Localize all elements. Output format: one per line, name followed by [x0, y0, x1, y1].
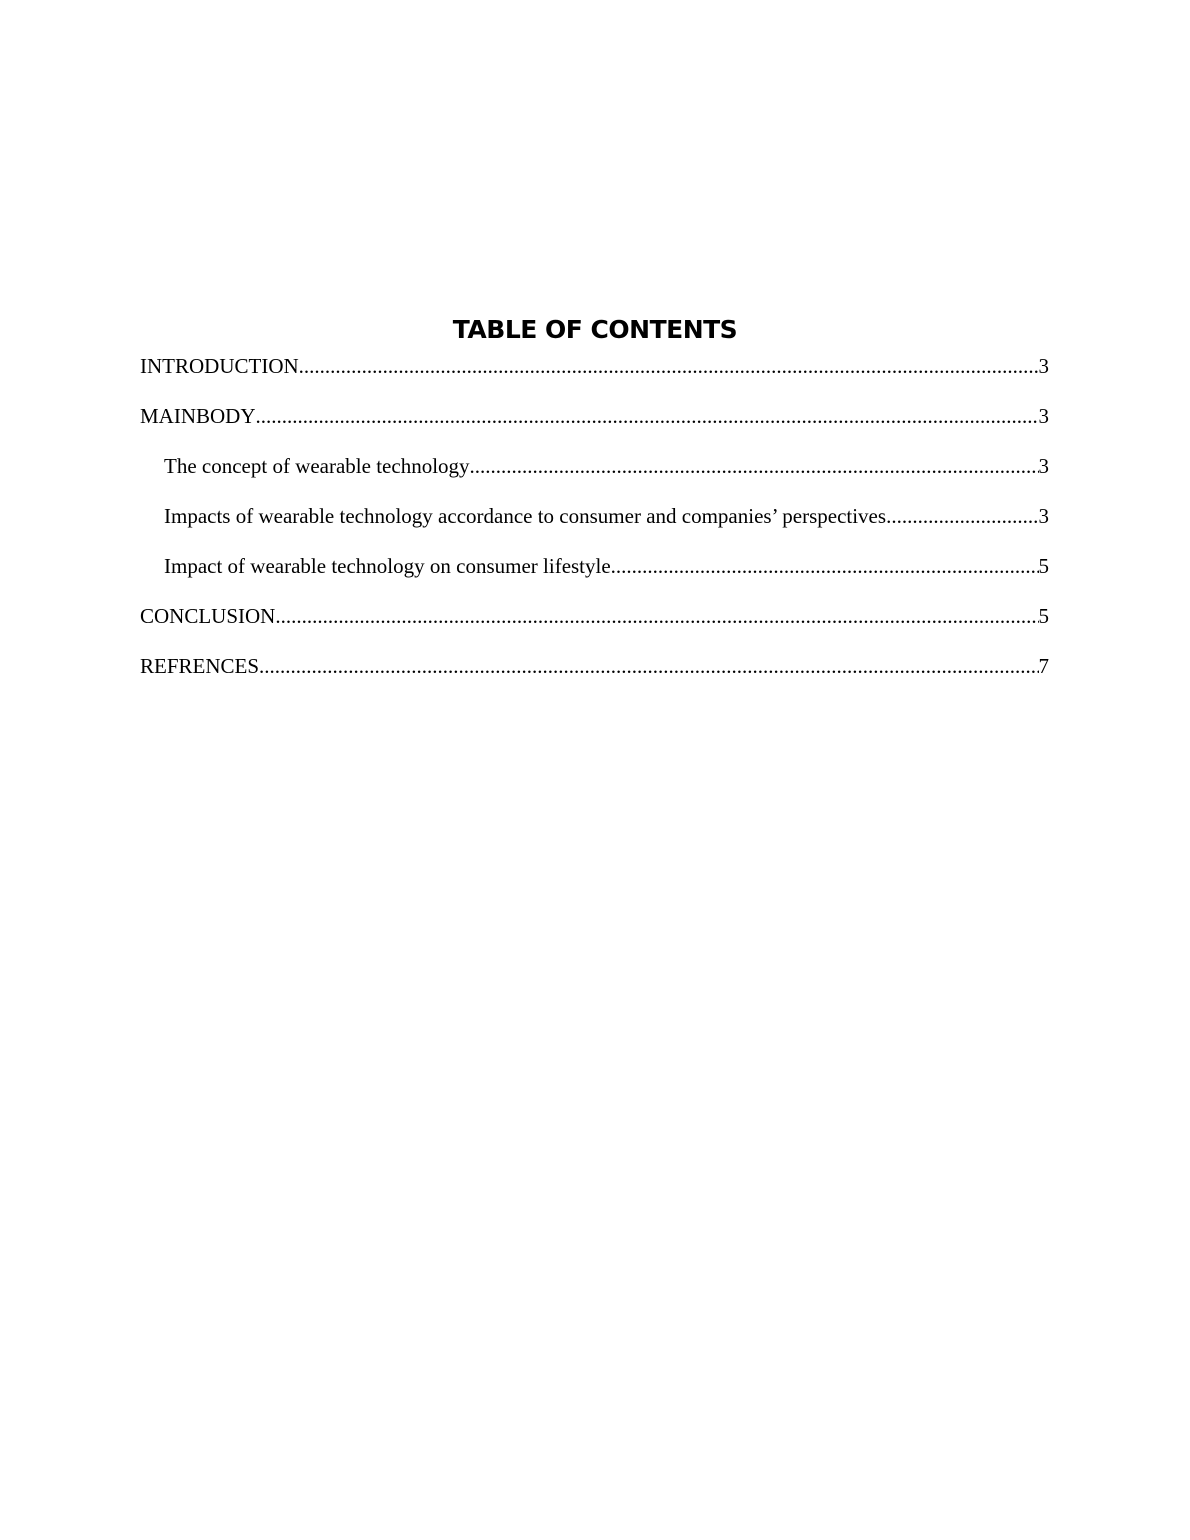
toc-entry-label: MAINBODY: [140, 404, 256, 428]
toc-page-number: 3: [1038, 504, 1049, 528]
toc-entry-label: CONCLUSION: [140, 604, 276, 628]
toc-entry-impacts-perspectives[interactable]: [140, 500, 1049, 550]
toc-entry-mainbody[interactable]: [140, 400, 1049, 450]
toc-dot-leader: [259, 650, 1038, 682]
toc-entry-introduction[interactable]: [140, 350, 1049, 400]
toc-dot-leader: [886, 500, 1038, 532]
toc-entry-label: INTRODUCTION: [140, 354, 299, 378]
toc-page-number: 3: [1038, 404, 1049, 428]
toc-dot-leader: [275, 600, 1038, 632]
toc-entry-concept-of-wearable-technology[interactable]: [140, 450, 1049, 500]
toc-title: TABLE OF CONTENTS: [452, 315, 738, 344]
toc-entry-label: REFRENCES: [140, 654, 260, 678]
toc-dot-leader: [470, 450, 1039, 482]
toc-entry-label: Impact of wearable technology on consumer lifestyle: [164, 554, 611, 578]
toc-entry-conclusion[interactable]: [140, 600, 1049, 650]
toc-page-number: 7: [1038, 654, 1049, 678]
toc-dot-leader: [299, 350, 1039, 382]
toc-dot-leader: [256, 400, 1039, 432]
toc-entry-label: The concept of wearable technology: [164, 454, 470, 478]
toc-page-number: 3: [1038, 354, 1049, 378]
toc-entry-label: Impacts of wearable technology accordance to consumer and companies’ perspectives: [164, 504, 887, 528]
toc-dot-leader: [611, 550, 1039, 582]
toc-list: [140, 350, 1049, 700]
toc-page-number: 3: [1038, 454, 1049, 478]
toc-page-number: 5: [1038, 554, 1049, 578]
toc-page-number: 5: [1038, 604, 1049, 628]
toc-entry-refrences[interactable]: [140, 650, 1049, 700]
toc-entry-impact-consumer-lifestyle[interactable]: [140, 550, 1049, 600]
